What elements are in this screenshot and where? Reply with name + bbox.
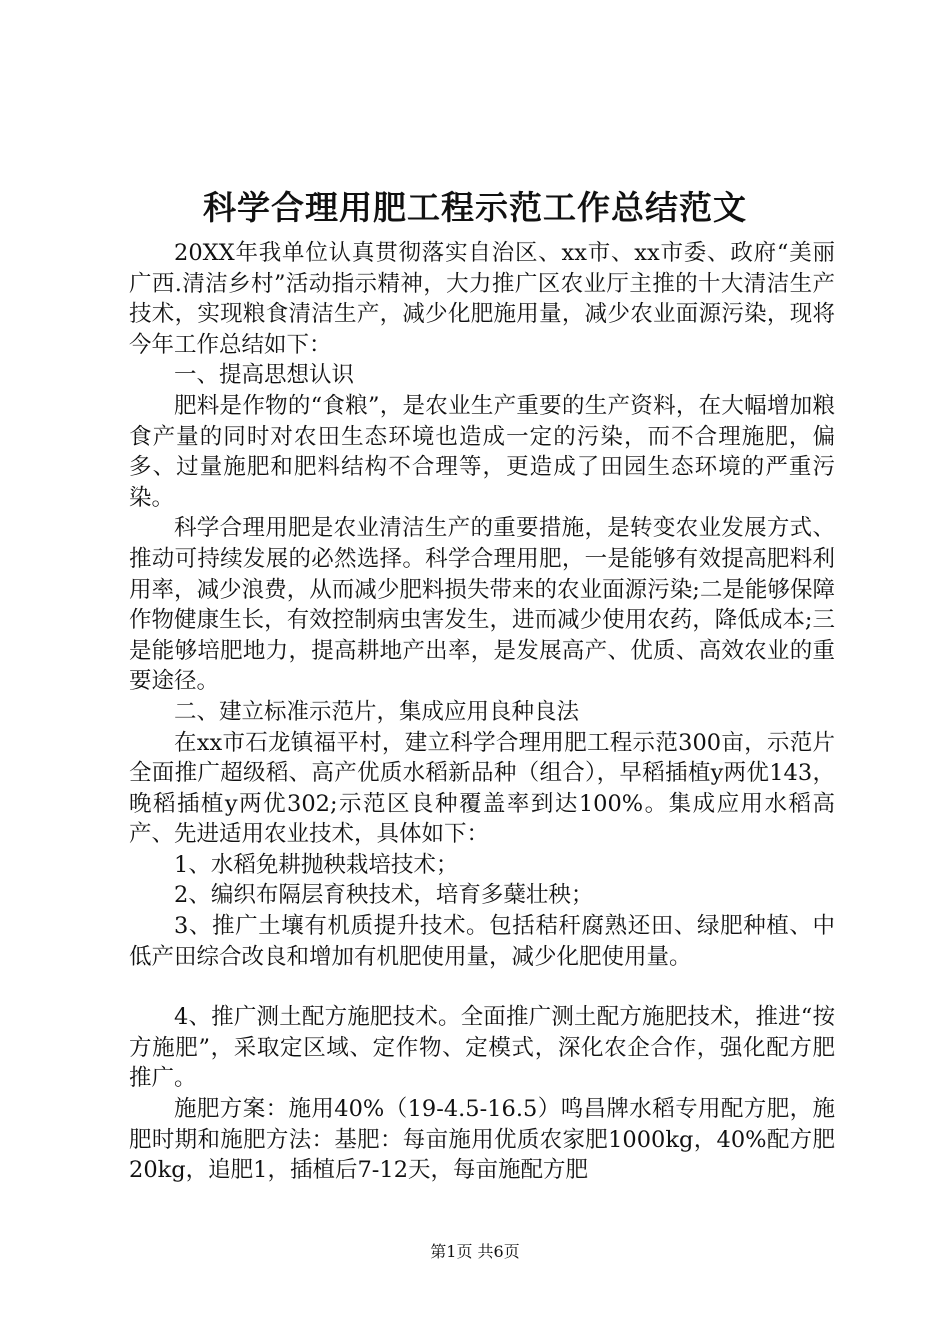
paragraph-fertilizer: 肥料是作物的“食粮”，是农业生产重要的生产资料，在大幅增加粮食产量的同时对农田生态环境也造成一定的污染，而不合理施肥，偏多、过量施肥和肥料结构不合理等，更造成了田园生态环境的严重污染。 [129,392,835,511]
list-item-3: 3、推广土壤有机质提升技术。包括秸秆腐熟还田、绿肥种植、中低产田综合改良和增加有机肥使用量，减少化肥使用量。 [129,913,835,970]
paragraph-demo-area: 在xx市石龙镇福平村，建立科学合理用肥工程示范300亩，示范片全面推广超级稻、高产优质水稻新品种（组合），早稻插植y两优143，晚稻插植y两优302;示范区良种覆盖率到达100%。集成应用水稻高产、先进适用农业技术，具体如下： [129,729,835,848]
list-item-1: 1、水稻免耕抛秧栽培技术； [174,851,459,878]
paragraph-fertilizer-plan: 施肥方案：施用40%（19-4.5-16.5）鸣昌牌水稻专用配方肥，施肥时期和施肥方法：基肥：每亩施用优质农家肥1000kg，40%配方肥20kg，追肥1，插植后7-12天，每亩施配方肥 [129,1096,835,1184]
document-body [129,238,835,1186]
document-title: 科学合理用肥工程示范工作总结范文 [203,188,747,227]
page-footer: 第1页 共6页 [430,1242,520,1261]
list-item-4: 4、推广测土配方施肥技术。全面推广测土配方施肥技术，推进“按方施肥”，采取定区域、定作物、定模式，深化农企合作，强化配方肥推广。 [129,1004,835,1092]
section-heading-1: 一、提高思想认识 [174,362,355,389]
paragraph-intro: 20XX年我单位认真贯彻落实自治区、xx市、xx市委、政府“美丽广西.清洁乡村”活动指示精神，大力推广区农业厅主推的十大清洁生产技术，实现粮食清洁生产，减少化肥施用量，减少农业面源污染，现将今年工作总结如下： [129,240,835,358]
paragraph-scientific-use: 科学合理用肥是农业清洁生产的重要措施，是转变农业发展方式、推动可持续发展的必然选择。科学合理用肥，一是能够有效提高肥料利用率，减少浪费，从而减少肥料损失带来的农业面源污染;二是能够保障作物健康生长，有效控制病虫害发生，进而减少使用农药，降低成本;三是能够培肥地力，提高耕地产出率，是发展高产、优质、高效农业的重要途径。 [129,515,835,695]
section-heading-2: 二、建立标准示范片，集成应用良种良法 [174,698,580,725]
paragraph-gap [129,972,835,1002]
list-item-2: 2、编织布隔层育秧技术，培育多蘖壮秧； [174,882,594,909]
